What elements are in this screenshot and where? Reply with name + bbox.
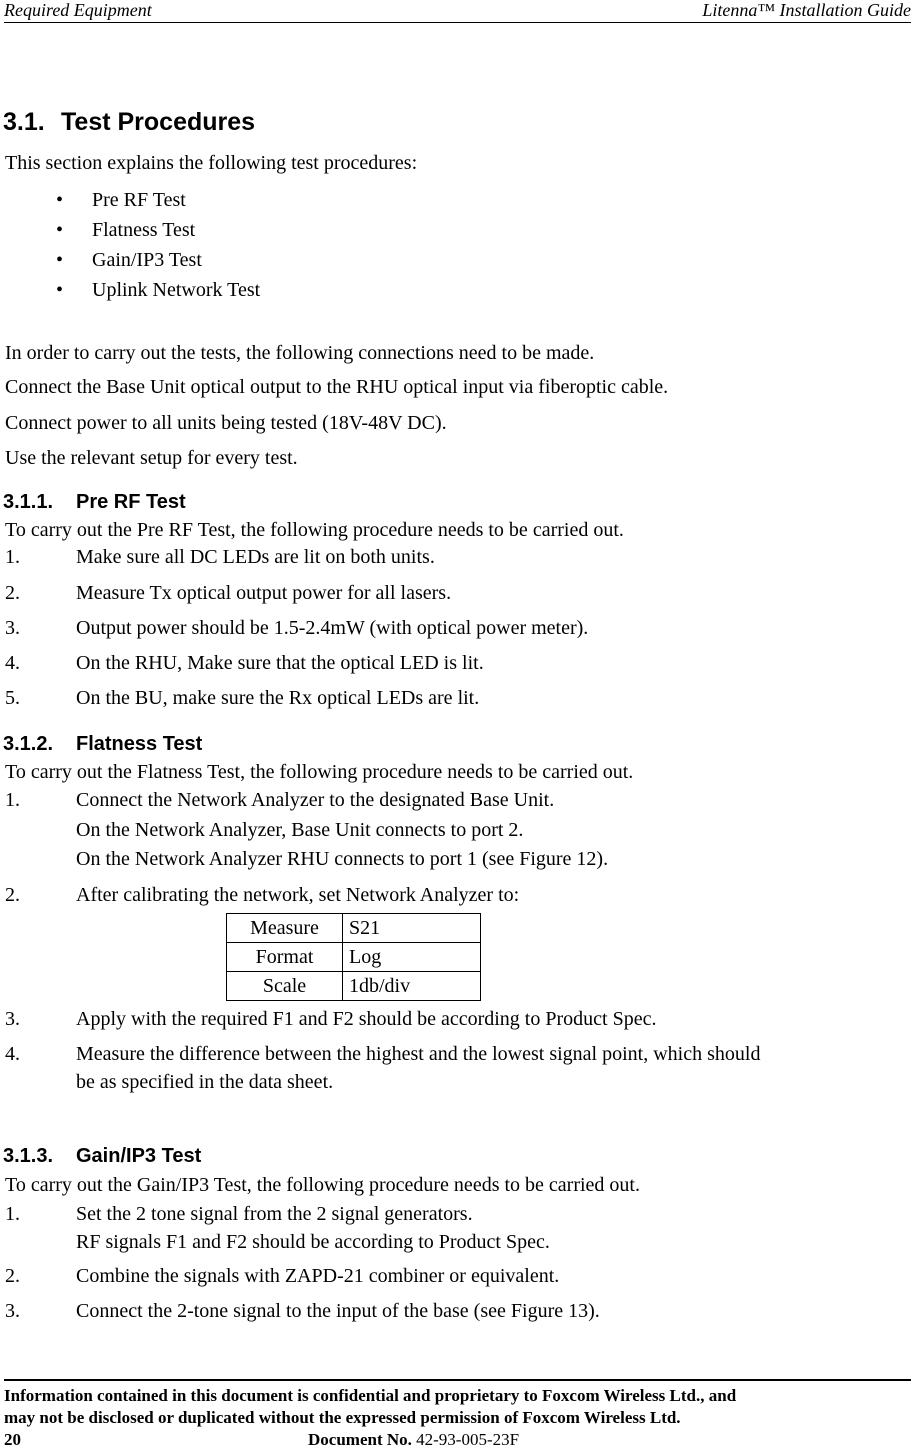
subsection-intro: To carry out the Pre RF Test, the following procedure needs to be carried out. bbox=[5, 519, 624, 541]
document-number: Document No. 42-93-005-23F bbox=[308, 1430, 520, 1449]
subsection-intro: To carry out the Flatness Test, the following procedure needs to be carried out. bbox=[5, 761, 634, 783]
bullet-item: • Uplink Network Test bbox=[56, 279, 261, 301]
bullet-icon: • bbox=[56, 219, 64, 241]
paragraph: In order to carry out the tests, the following connections need to be made. bbox=[5, 342, 595, 364]
step-continuation: On the Network Analyzer, Base Unit connects to port 2. bbox=[76, 819, 524, 841]
section-intro: This section explains the following test procedures: bbox=[5, 152, 418, 174]
step-continuation: On the Network Analyzer RHU connects to port 1 (see Figure 12). bbox=[76, 848, 609, 870]
section-number: 3.1. bbox=[3, 108, 45, 136]
bullet-item: • Flatness Test bbox=[56, 219, 196, 241]
bullet-item: • Gain/IP3 Test bbox=[56, 249, 202, 271]
header-right: Litenna™ Installation Guide bbox=[702, 0, 911, 20]
bullet-icon: • bbox=[56, 249, 64, 271]
bullet-icon: • bbox=[56, 189, 64, 211]
bullet-item: • Pre RF Test bbox=[56, 189, 186, 211]
subsection-heading: 3.1.3. Gain/IP3 Test bbox=[3, 1145, 202, 1167]
step-continuation: be as specified in the data sheet. bbox=[76, 1071, 334, 1093]
paragraph: Use the relevant setup for every test. bbox=[5, 447, 298, 469]
table-row: Format Log bbox=[227, 943, 481, 972]
paragraph: Connect power to all units being tested (18V-48V DC). bbox=[5, 412, 447, 434]
paragraph: Connect the Base Unit optical output to the RHU optical input via fiberoptic cable. bbox=[5, 376, 669, 398]
footer-notice-line: Information contained in this document is confidential and proprietary to Foxcom Wireless Ltd., and bbox=[4, 1386, 737, 1405]
section-title: Test Procedures bbox=[61, 108, 256, 136]
bullet-icon: • bbox=[56, 279, 64, 301]
section-heading bbox=[3, 108, 255, 137]
subsection-intro: To carry out the Gain/IP3 Test, the following procedure needs to be carried out. bbox=[5, 1174, 640, 1196]
subsection-heading: 3.1.2. Flatness Test bbox=[3, 733, 203, 755]
step-continuation: RF signals F1 and F2 should be according to Product Spec. bbox=[76, 1231, 550, 1253]
table-row: Measure S21 bbox=[227, 914, 481, 943]
page-footer bbox=[4, 1379, 911, 1449]
table-row: Scale 1db/div bbox=[227, 972, 481, 1001]
footer-notice-line: may not be disclosed or duplicated without the expressed permission of Foxcom Wireless Ltd. bbox=[4, 1408, 681, 1427]
page-number: 20 bbox=[4, 1430, 21, 1449]
header-left: Required Equipment bbox=[4, 0, 152, 20]
page-header bbox=[4, 0, 911, 23]
subsection-heading: 3.1.1. Pre RF Test bbox=[3, 491, 186, 513]
analyzer-settings-table bbox=[226, 913, 481, 1001]
